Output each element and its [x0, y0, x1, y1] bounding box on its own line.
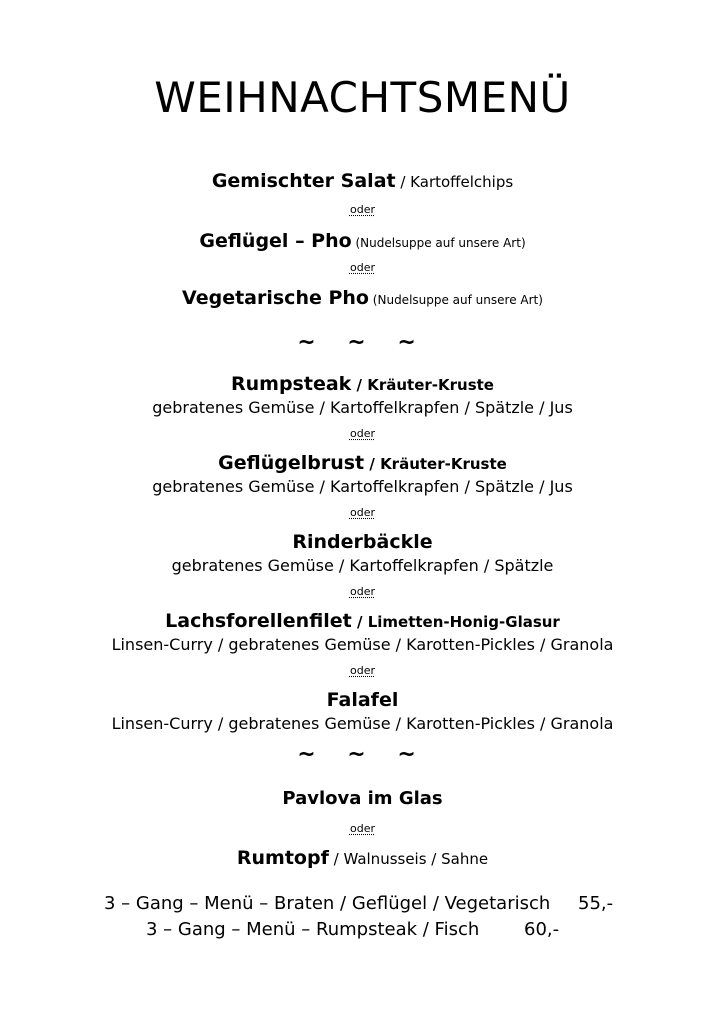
dish-detail: (Nudelsuppe auf unsere Art) — [351, 236, 526, 250]
or-separator: oder — [349, 203, 375, 216]
dessert-item — [0, 786, 725, 812]
main-item — [0, 529, 725, 556]
dish-detail: / Walnusseis / Sahne — [328, 850, 489, 868]
dish-sides: Linsen-Curry / gebratenes Gemüse / Karotten-Pickles / Granola — [111, 635, 614, 654]
price-label: 3 – Gang – Menü – Braten / Geflügel / Vegetarisch — [104, 893, 551, 914]
price-value: 60,- — [524, 919, 560, 940]
dish-detail: (Nudelsuppe auf unsere Art) — [368, 293, 543, 307]
dish-name: Rumtopf — [236, 847, 329, 869]
course-separator: ~ ~ ~ — [297, 330, 428, 355]
main-item — [0, 687, 725, 714]
or-separator: oder — [349, 585, 375, 598]
main-item — [0, 608, 725, 635]
or-separator: oder — [349, 664, 375, 677]
starter-item — [0, 168, 725, 195]
or-separator: oder — [349, 261, 375, 274]
dish-sides: Linsen-Curry / gebratenes Gemüse / Karotten-Pickles / Granola — [111, 714, 614, 733]
menu-title: WEIHNACHTSMENÜ — [154, 73, 571, 122]
dish-name: Gemischter Salat — [211, 170, 396, 192]
price-label: 3 – Gang – Menü – Rumpsteak / Fisch — [146, 919, 480, 940]
dish-detail: / Limetten-Honig-Glasur — [351, 613, 560, 631]
dish-sides: gebratenes Gemüse / Kartoffelkrapfen / Spätzle / Jus — [152, 477, 573, 496]
price-value: 55,- — [578, 893, 614, 914]
dish-detail: / Kräuter-Kruste — [364, 455, 507, 473]
course-separator: ~ ~ ~ — [297, 742, 428, 767]
dish-name: Pavlova im Glas — [282, 788, 443, 809]
dish-name: Lachsforellenfilet — [165, 610, 352, 632]
or-separator: oder — [349, 506, 375, 519]
dish-detail: / Kartoffelchips — [395, 173, 514, 191]
dish-name: Rumpsteak — [231, 373, 352, 395]
dish-name: Falafel — [326, 689, 399, 711]
main-item — [0, 371, 725, 398]
or-separator: oder — [349, 822, 375, 835]
starter-item — [0, 285, 725, 313]
main-item — [0, 450, 725, 477]
or-separator: oder — [349, 427, 375, 440]
dish-detail: / Kräuter-Kruste — [351, 376, 494, 394]
dish-name: Vegetarische Pho — [182, 287, 369, 309]
dish-name: Rinderbäckle — [292, 531, 433, 553]
dish-name: Geflügel – Pho — [199, 230, 352, 252]
dish-name: Geflügelbrust — [218, 452, 365, 474]
dish-sides: gebratenes Gemüse / Kartoffelkrapfen / Spätzle — [171, 556, 554, 575]
starter-item — [0, 228, 725, 256]
dessert-item — [0, 845, 725, 872]
dish-sides: gebratenes Gemüse / Kartoffelkrapfen / Spätzle / Jus — [152, 398, 573, 417]
